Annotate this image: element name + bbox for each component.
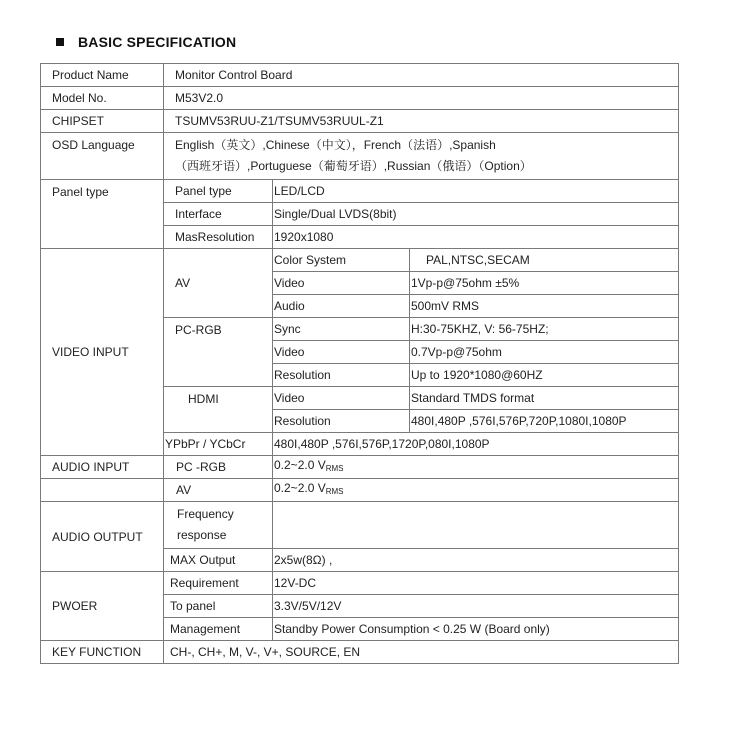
param-name: Resolution (273, 410, 410, 433)
table-row (41, 87, 679, 110)
osd-language-line: （西班牙语）,Portuguese（葡萄牙语）,Russian（俄语）（Option） (175, 159, 532, 173)
param-value: H:30-75KHZ, V: 56-75HZ; (410, 318, 679, 341)
row-value: Standby Power Consumption < 0.25 W (Board only) (273, 618, 679, 641)
rms-subscript: RMS (325, 487, 344, 496)
group-label: PC-RGB (164, 318, 273, 387)
row-value: Monitor Control Board (164, 64, 679, 87)
row-value: LED/LCD (273, 180, 679, 203)
sub-label: Interface (164, 203, 273, 226)
row-label: Panel type (41, 180, 164, 249)
row-value: 1920x1080 (273, 226, 679, 249)
row-value: 12V-DC (273, 572, 679, 595)
sub-label: Requirement (164, 572, 273, 595)
sub-label: Panel type (164, 180, 273, 203)
row-label: PWOER (41, 572, 164, 641)
row-value: Single/Dual LVDS(8bit) (273, 203, 679, 226)
row-label: VIDEO INPUT (41, 249, 164, 456)
group-label: AV (164, 249, 273, 318)
sub-label: MAX Output (164, 549, 273, 572)
sub-label: PC -RGB (164, 456, 273, 479)
row-value (273, 502, 679, 549)
param-name: Video (273, 387, 410, 410)
table-row (41, 133, 679, 180)
row-label: Product Name (41, 64, 164, 87)
row-label: AUDIO OUTPUT (41, 502, 164, 572)
param-value: 480I,480P ,576I,576P,720P,1080I,1080P (410, 410, 679, 433)
row-label: AUDIO INPUT (41, 456, 164, 479)
row-label (41, 479, 164, 502)
param-value: 1Vp-p@75ohm ±5% (410, 272, 679, 295)
table-row (41, 180, 679, 203)
param-name: Color System (273, 249, 410, 272)
row-value: M53V2.0 (164, 87, 679, 110)
table-row (41, 502, 679, 549)
section-heading (56, 34, 236, 50)
row-label: CHIPSET (41, 110, 164, 133)
param-value: Up to 1920*1080@60HZ (410, 364, 679, 387)
sub-label: MasResolution (164, 226, 273, 249)
group-label: YPbPr / YCbCr (164, 433, 273, 456)
square-bullet-icon (56, 38, 64, 46)
param-value: 0.7Vp-p@75ohm (410, 341, 679, 364)
table-row (41, 456, 679, 479)
spec-table (40, 63, 679, 664)
table-row (41, 572, 679, 595)
row-value: CH-, CH+, M, V-, V+, SOURCE, EN (164, 641, 679, 664)
param-name: Video (273, 341, 410, 364)
param-value: Standard TMDS format (410, 387, 679, 410)
row-label: Model No. (41, 87, 164, 110)
group-label: HDMI (164, 387, 273, 433)
param-name: Audio (273, 295, 410, 318)
param-name: Video (273, 272, 410, 295)
row-label: OSD Language (41, 133, 164, 180)
sub-label: To panel (164, 595, 273, 618)
osd-language-line: English（英文）,Chinese（中文），French（法语）,Spanish (175, 138, 496, 152)
row-value (273, 479, 679, 502)
frequency-line: Frequency (177, 507, 234, 521)
table-row (41, 110, 679, 133)
sub-label (164, 502, 273, 549)
param-value: PAL,NTSC,SECAM (410, 249, 679, 272)
param-name: Sync (273, 318, 410, 341)
row-value: 3.3V/5V/12V (273, 595, 679, 618)
table-row (41, 479, 679, 502)
row-value (273, 456, 679, 479)
param-name: Resolution (273, 364, 410, 387)
row-value: 2x5w(8Ω) , (273, 549, 679, 572)
row-value (164, 133, 679, 180)
row-label: KEY FUNCTION (41, 641, 164, 664)
table-row (41, 249, 679, 272)
section-title: BASIC SPECIFICATION (78, 34, 237, 50)
audio-input-value: 0.2~2.0 V (274, 481, 326, 495)
sub-label: AV (164, 479, 273, 502)
frequency-line: response (177, 528, 227, 542)
audio-input-value: 0.2~2.0 V (274, 458, 326, 472)
param-value: 500mV RMS (410, 295, 679, 318)
table-row (41, 64, 679, 87)
table-row (41, 641, 679, 664)
row-value: TSUMV53RUU-Z1/TSUMV53RUUL-Z1 (164, 110, 679, 133)
rms-subscript: RMS (325, 464, 344, 473)
param-value: 480I,480P ,576I,576P,1720P,080I,1080P (273, 433, 679, 456)
sub-label: Management (164, 618, 273, 641)
